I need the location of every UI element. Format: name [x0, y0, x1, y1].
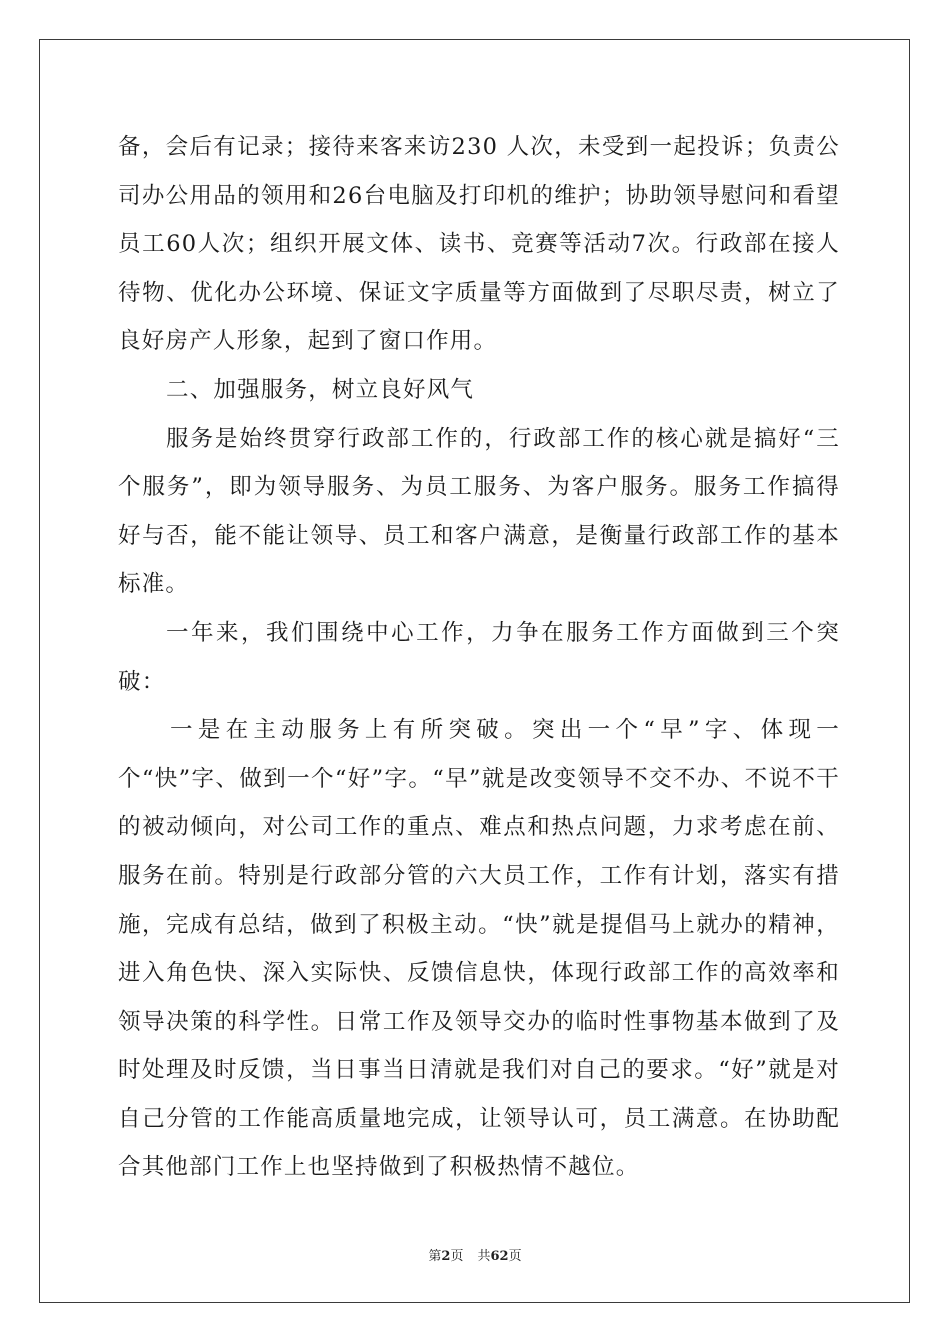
footer-page-suffix: 页	[450, 1249, 464, 1264]
footer-total-prefix: 共	[477, 1249, 491, 1264]
paragraph-4: 一是在主动服务上有所突破。突出一个“早”字、体现一个“快”字、做到一个“好”字。“早”就是改变领导不交不办、不说不干的被动倾向，对公司工作的重点、难点和热点问题，力求考虑在前、服务在前。特别是行政部分管的六大员工作，工作有计划，落实有措施，完成有总结，做到了积极主动。“快”就是提倡马上就办的精神，进入角色快、深入实际快、反馈信息快，体现行政部工作的高效率和领导决策的科学性。日常工作及领导交办的临时性事物基本做到了及时处理及时反馈，当日事当日清就是我们对自己的要求。“好”就是对自己分管的工作能高质量地完成，让领导认可，员工满意。在协助配合其他部门工作上也坚持做到了积极热情不越位。	[118, 717, 840, 1181]
footer-page-number: 2	[441, 1249, 451, 1264]
page-footer	[0, 1245, 950, 1264]
footer-page-prefix: 第	[428, 1249, 442, 1264]
paragraph-1: 备，会后有记录；接待来客来访230 人次，未受到一起投诉；负责公司办公用品的领用和26台电脑及打印机的维护；协助领导慰问和看望员工60人次；组织开展文体、读书、竞赛等活动7次。行政部在接人待物、优化办公环境、保证文字质量等方面做到了尽职尽责，树立了良好房产人形象，起到了窗口作用。	[118, 134, 840, 355]
paragraph-2: 服务是始终贯穿行政部工作的，行政部工作的核心就是搞好“三个服务”，即为领导服务、为员工服务、为客户服务。服务工作搞得好与否，能不能让领导、员工和客户满意，是衡量行政部工作的基本标准。	[118, 425, 840, 598]
document-body	[118, 123, 840, 1192]
section-heading: 二、加强服务，树立良好风气	[166, 376, 475, 403]
paragraph-3: 一年来，我们围绕中心工作，力争在服务工作方面做到三个突破：	[118, 619, 840, 695]
footer-total-suffix: 页	[508, 1249, 522, 1264]
footer-total-pages: 62	[490, 1249, 509, 1264]
